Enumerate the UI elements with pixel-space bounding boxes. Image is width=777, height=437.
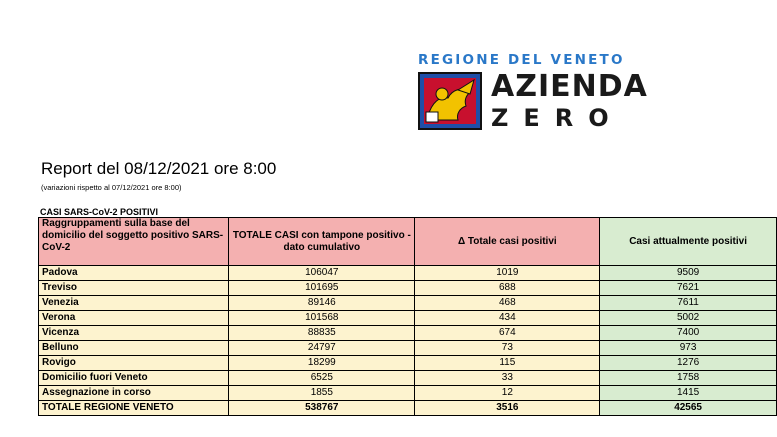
row-name: Assegnazione in corso	[39, 386, 229, 401]
table-row	[39, 341, 777, 356]
row-total: 1855	[229, 386, 415, 401]
table-totals-row	[39, 401, 777, 416]
table-row	[39, 296, 777, 311]
report-title: Report del 08/12/2021 ore 8:00	[41, 159, 277, 178]
row-name: Rovigo	[39, 356, 229, 371]
row-active: 5002	[600, 311, 777, 326]
row-delta: 1019	[415, 266, 600, 281]
row-name: Belluno	[39, 341, 229, 356]
row-active: 1415	[600, 386, 777, 401]
row-delta: 73	[415, 341, 600, 356]
row-delta: 12	[415, 386, 600, 401]
table-row	[39, 281, 777, 296]
row-total: 18299	[229, 356, 415, 371]
table-row	[39, 386, 777, 401]
row-delta: 434	[415, 311, 600, 326]
logo-name-line2: ZERO	[491, 104, 624, 132]
positive-cases-table	[38, 217, 777, 416]
row-name: Padova	[39, 266, 229, 281]
row-active: 1758	[600, 371, 777, 386]
row-delta: 468	[415, 296, 600, 311]
totals-name: TOTALE REGIONE VENETO	[39, 401, 229, 416]
row-active: 7611	[600, 296, 777, 311]
row-active: 9509	[600, 266, 777, 281]
table-row	[39, 311, 777, 326]
table-caption: CASI SARS-CoV-2 POSITIVI	[40, 207, 159, 217]
logo-region-text: REGIONE DEL VENETO	[418, 52, 625, 68]
totals-delta: 3516	[415, 401, 600, 416]
row-total: 88835	[229, 326, 415, 341]
row-total: 106047	[229, 266, 415, 281]
row-delta: 115	[415, 356, 600, 371]
row-name: Vicenza	[39, 326, 229, 341]
row-name: Treviso	[39, 281, 229, 296]
logo-name-line1: AZIENDA	[491, 69, 648, 104]
header-delta-cases: Δ Totale casi positivi	[415, 218, 600, 266]
row-delta: 33	[415, 371, 600, 386]
table-row	[39, 266, 777, 281]
row-total: 24797	[229, 341, 415, 356]
row-active: 973	[600, 341, 777, 356]
header-active-cases: Casi attualmente positivi	[600, 218, 777, 266]
row-name: Venezia	[39, 296, 229, 311]
row-name: Domicilio fuori Veneto	[39, 371, 229, 386]
table-row	[39, 371, 777, 386]
row-total: 101568	[229, 311, 415, 326]
row-total: 89146	[229, 296, 415, 311]
row-total: 101695	[229, 281, 415, 296]
row-delta: 688	[415, 281, 600, 296]
table-row	[39, 356, 777, 371]
row-active: 7400	[600, 326, 777, 341]
row-total: 6525	[229, 371, 415, 386]
table-header-row	[39, 218, 777, 266]
lion-of-saint-mark-shield-icon	[418, 72, 482, 130]
header-grouping: Raggruppamenti sulla base del domicilio del soggetto positivo SARS-CoV-2	[39, 218, 229, 266]
row-active: 7621	[600, 281, 777, 296]
azienda-zero-logo	[418, 52, 648, 134]
row-name: Verona	[39, 311, 229, 326]
report-subtitle: (variazioni rispetto al 07/12/2021 ore 8:00)	[41, 183, 182, 192]
header-total-cases: TOTALE CASI con tampone positivo - dato cumulativo	[229, 218, 415, 266]
row-active: 1276	[600, 356, 777, 371]
table-row	[39, 326, 777, 341]
totals-total: 538767	[229, 401, 415, 416]
row-delta: 674	[415, 326, 600, 341]
totals-active: 42565	[600, 401, 777, 416]
